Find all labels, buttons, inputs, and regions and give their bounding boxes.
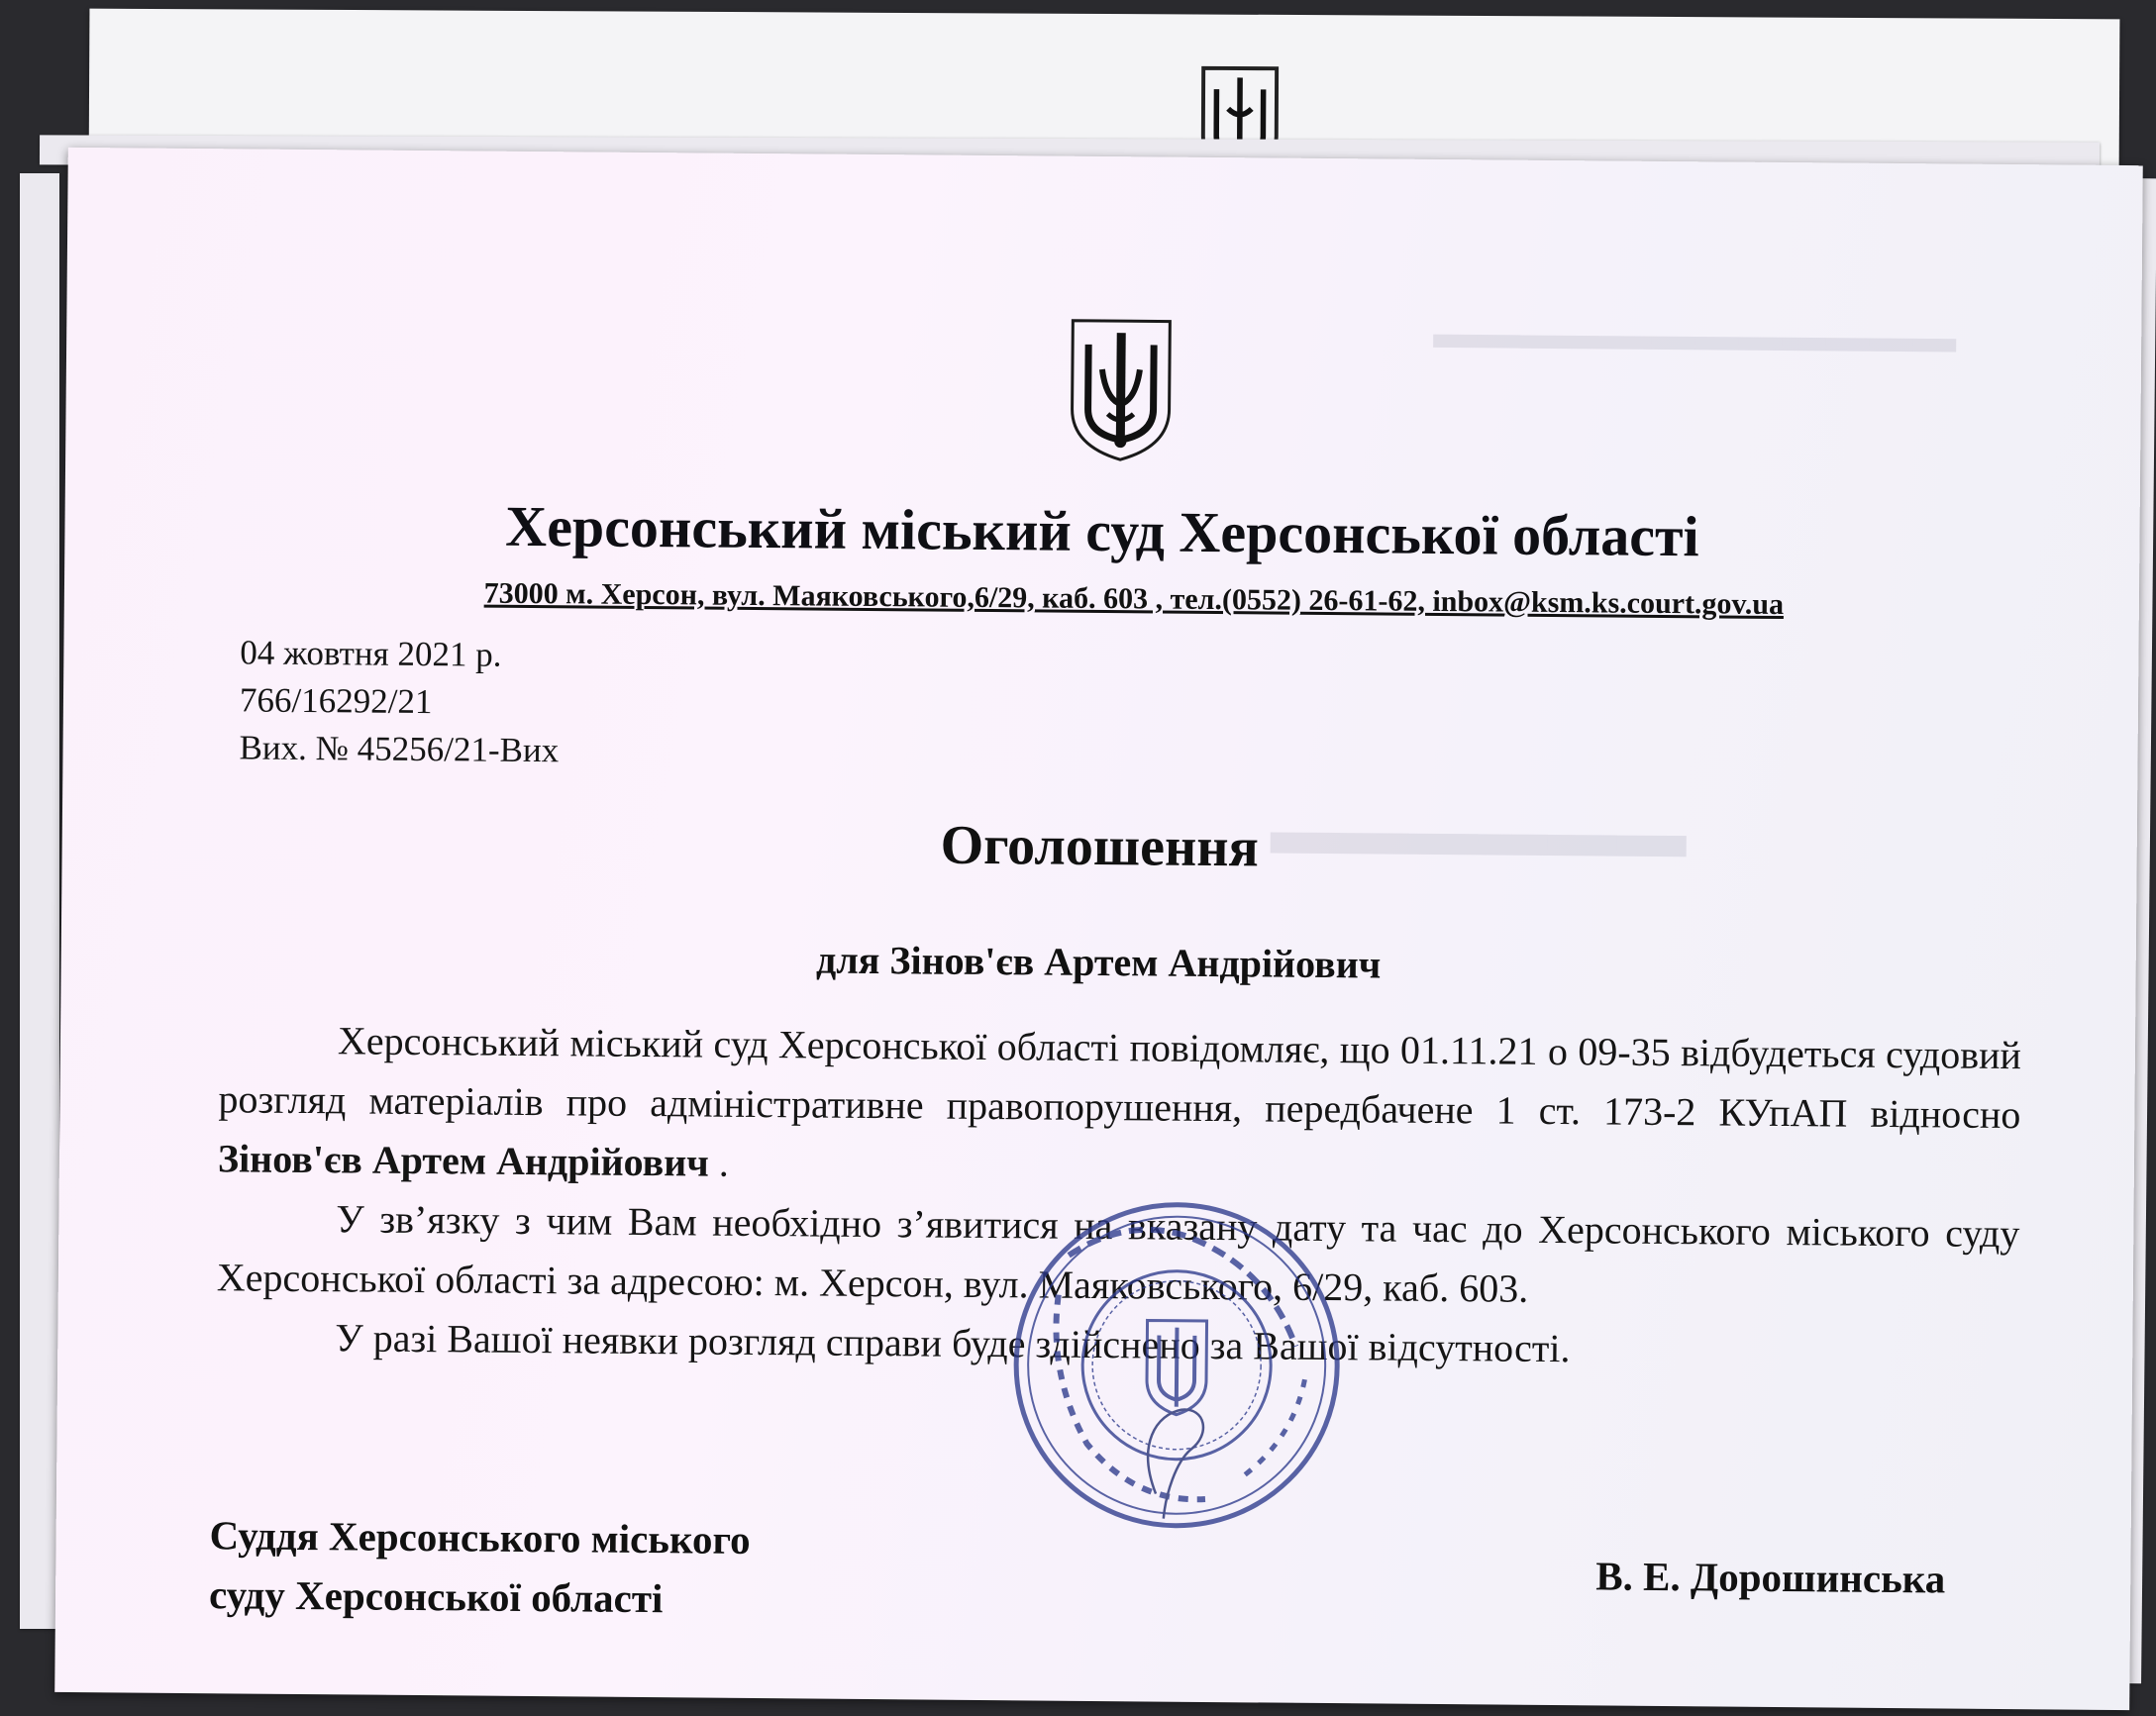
court-name: Херсонський міський суд Херсонської області <box>505 493 1699 569</box>
case-number: 766/16292/21 <box>239 680 433 722</box>
defendant-name: Зінов'єв Артем Андрійович <box>217 1136 710 1185</box>
court-seal-stamp <box>1007 1195 1347 1535</box>
hearing-text: Херсонський міський суд Херсонської області повідомляє, що 01.11.21 о 09-35 відбудеться судовий розгляд матеріалів про адміністративне правопорушення, передбачене 1 ст. 173-2 КУпАП відносно <box>218 1018 2022 1138</box>
judge-name: В. Е. Дорошинська <box>1595 1553 1946 1602</box>
announcement-sheet <box>54 148 2143 1710</box>
announcement-title: Оголошення <box>940 814 1260 879</box>
sheet-edge <box>20 173 59 1629</box>
judge-position <box>209 1505 751 1629</box>
document-date: 04 жовтня 2021 р. <box>240 633 502 674</box>
paragraph-appearance: У зв’язку з чим Вам необхідно з’явитися на вказану дату та час до Херсонського міського суду Херсонської області за адресою: м. Херсон, вул. Маяковського, 6/29, каб. 603. <box>216 1196 2020 1311</box>
hearing-text-end: . <box>708 1140 730 1185</box>
recipient-line: для Зінов'єв Артем Андрійович <box>815 937 1382 987</box>
outgoing-number: Вих. № 45256/21-Вих <box>239 728 560 770</box>
document-meta <box>239 629 560 774</box>
trident-emblem-icon <box>1066 315 1176 464</box>
show-through: ▬▬▬▬▬▬ <box>1270 792 1688 873</box>
judge-position-line2: суду Херсонської області <box>208 1571 664 1622</box>
court-address: 73000 м. Херсон, вул. Маяковського,6/29, каб. 603 , тел.(0552) 26-61-62, inbox@ksm.ks.court.gov.ua <box>483 576 1785 622</box>
show-through: ▬▬▬▬▬▬▬▬▬▬▬▬ <box>1433 308 1957 362</box>
paragraph-absence: У разі Вашої неявки розгляд справи буде здійснено за Вашої відсутності. <box>335 1315 1571 1371</box>
paragraph-hearing <box>218 1010 2022 1204</box>
judge-position-line1: Суддя Херсонського міського <box>209 1512 751 1563</box>
